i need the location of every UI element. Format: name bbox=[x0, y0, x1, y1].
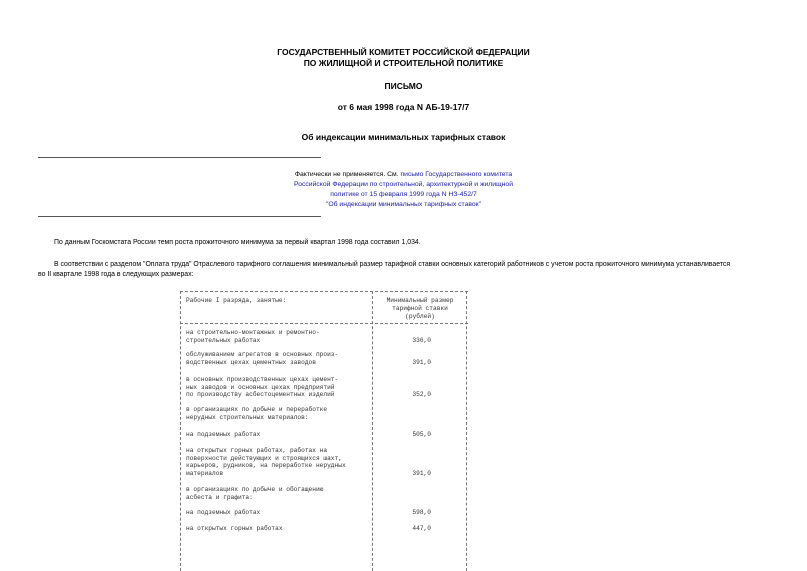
table-row-value: 336,0 bbox=[412, 336, 431, 344]
table-row-label: карьеров, рудников, на переработке нерудных bbox=[186, 462, 346, 469]
table-col2-header-l1: Минимальный размер bbox=[386, 297, 454, 304]
table-row-label: на открытых горных работах bbox=[186, 525, 283, 532]
table-group-label: в организациях по добыче и переработке bbox=[186, 406, 328, 413]
document-subject: Об индексации минимальных тарифных ставок bbox=[301, 132, 506, 142]
note-top-divider bbox=[38, 157, 321, 158]
table-row-label: на подземных работах bbox=[186, 509, 261, 516]
table-row-label: поверхности действующих и строящихся шахт, bbox=[186, 454, 342, 462]
table-col2-header-l3: (рублей) bbox=[405, 313, 435, 320]
table-col1-header: Рабочие I разряда, занятые: bbox=[186, 297, 287, 304]
table-row-label: строительных работах bbox=[186, 336, 261, 344]
table-group-label: нерудных строительных материалов: bbox=[186, 413, 309, 421]
table-group-label: асбеста и графита: bbox=[186, 493, 253, 501]
org-name-line1: ГОСУДАРСТВЕННЫЙ КОМИТЕТ РОССИЙСКОЙ ФЕДЕРАЦИИ bbox=[277, 47, 530, 57]
table-header-divider bbox=[180, 323, 468, 324]
table-group-label: в организациях по добыче и обогащению bbox=[186, 486, 324, 493]
note-link-part3[interactable]: политике от 15 февраля 1999 года N НЗ-452/7 bbox=[330, 191, 477, 198]
document-type: ПИСЬМО bbox=[384, 81, 423, 91]
note-link-part1[interactable]: письмо Государственного комитета bbox=[400, 171, 513, 178]
table-left-border bbox=[180, 291, 181, 571]
note-link-part2[interactable]: Российской Федерации по строительной, архитектурной и жилищной bbox=[294, 181, 513, 188]
note-link-part4[interactable]: "Об индексации минимальных тарифных ставок" bbox=[325, 201, 482, 208]
table-top-border bbox=[180, 291, 468, 292]
org-name-line2: ПО ЖИЛИЩНОЙ И СТРОИТЕЛЬНОЙ ПОЛИТИКЕ bbox=[303, 58, 504, 68]
tariff-table bbox=[180, 291, 468, 571]
table-row-value: 391,0 bbox=[412, 359, 431, 366]
paragraph-2-line2: во II квартале 1998 года в следующих размерах: bbox=[38, 271, 194, 278]
note-bottom-divider bbox=[38, 216, 321, 217]
paragraph-1: По данным Госкомстата России темп роста прожиточного минимума за первый квартал 1998 года составил 1,034. bbox=[54, 239, 421, 246]
table-row-label: материалов bbox=[186, 469, 224, 477]
table-row-value: 598,0 bbox=[412, 509, 431, 516]
table-row-label: водственных цехах цементных заводов bbox=[186, 359, 316, 366]
table-row-label: по производству асбестоцементных изделий bbox=[186, 391, 335, 398]
table-row-label: ных заводов и основных цехах предприятий bbox=[186, 383, 335, 391]
table-right-border bbox=[466, 291, 467, 571]
note-line1 bbox=[0, 170, 807, 181]
document-date: от 6 мая 1998 года N АБ-19-17/7 bbox=[337, 102, 470, 112]
paragraph-2-line1: В соответствии с разделом "Оплата труда" Отраслевого тарифного соглашения минимальный размер тарифной ставки основных категорий работников с учетом роста прожиточного минимума устанавливается bbox=[54, 261, 731, 268]
table-row-value: 352,0 bbox=[412, 391, 431, 398]
table-col2-header-l2: тарифной ставки bbox=[392, 305, 448, 312]
table-row-value: 391,0 bbox=[412, 469, 431, 477]
table-row-value: 447,0 bbox=[412, 525, 431, 532]
table-row-value: 505,0 bbox=[412, 431, 431, 438]
table-row-label: на строительно-монтажных и ремонтно- bbox=[186, 329, 320, 336]
table-row-label: на подземных работах bbox=[186, 431, 261, 438]
table-row-label: на открытых горных работах, работах на bbox=[186, 447, 328, 454]
note-prefix: Фактически не применяется. См. bbox=[294, 171, 399, 178]
table-row-label: обслуживанием агрегатов в основных произ- bbox=[186, 351, 339, 358]
table-row-label: в основных производственных цехах цемент- bbox=[186, 376, 339, 383]
